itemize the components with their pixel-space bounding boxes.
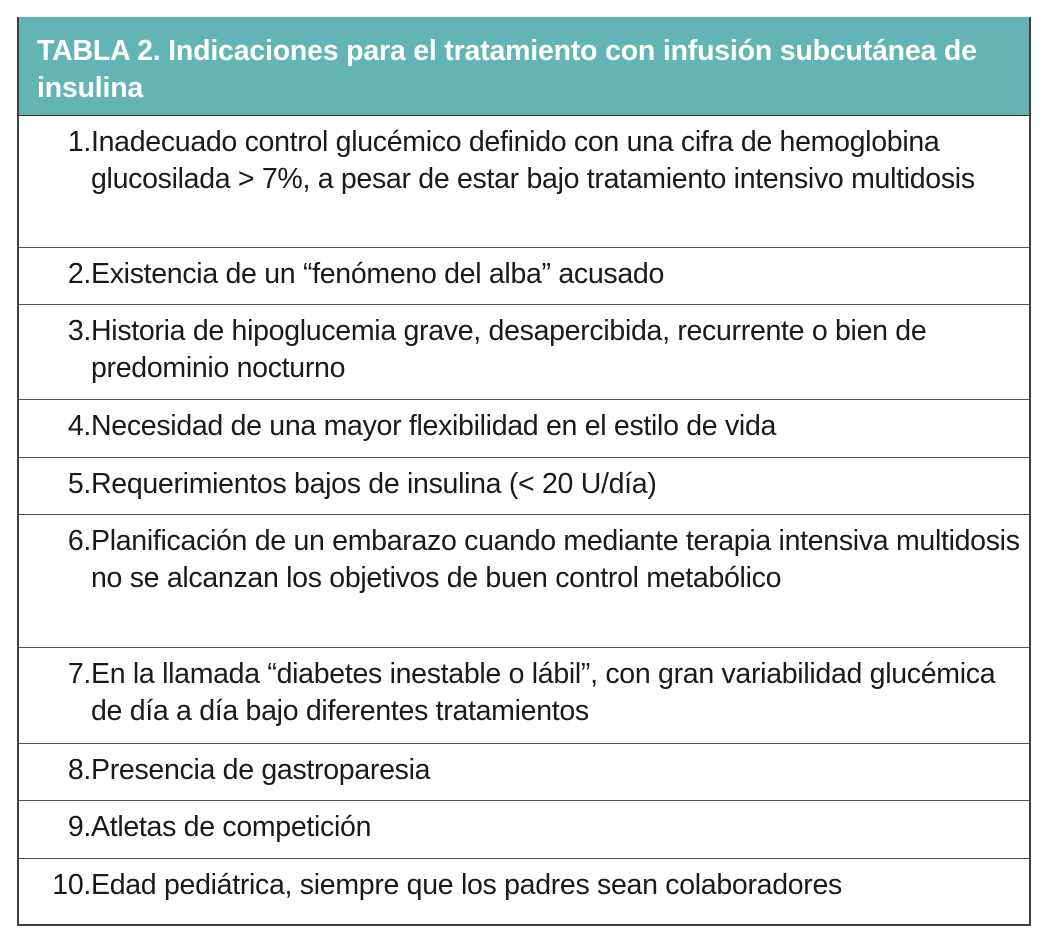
- table-row: [19, 116, 1029, 248]
- item-number: 8.: [67, 754, 91, 786]
- table-row: [19, 400, 1029, 458]
- table-row: [19, 305, 1029, 400]
- table-row: [19, 458, 1029, 515]
- item-number: 10.: [52, 869, 91, 901]
- item-number: 2.: [67, 258, 91, 290]
- table-body: [19, 116, 1029, 924]
- table-row: [19, 515, 1029, 648]
- table-row: [19, 744, 1029, 801]
- item-text: Planificación de un embarazo cuando mediante terapia intensiva multidosis no se alcanzan los objetivos de buen control metabólico: [91, 525, 1020, 594]
- table-row: [19, 801, 1029, 859]
- item-text: Edad pediátrica, siempre que los padres sean colaboradores: [91, 869, 842, 901]
- item-number: 5.: [67, 468, 91, 500]
- table-row: [19, 859, 1029, 922]
- item-text: En la llamada “diabetes inestable o lábil”, con gran variabilidad glucémica de día a día bajo diferentes tratamientos: [91, 658, 996, 727]
- indications-table: [17, 17, 1031, 926]
- table-title: TABLA 2. Indicaciones para el tratamiento con infusión subcutánea de insulina: [19, 17, 1029, 116]
- item-text: Presencia de gastroparesia: [91, 754, 431, 786]
- item-number: 9.: [67, 811, 91, 843]
- item-text: Inadecuado control glucémico definido con una cifra de hemoglobina glucosilada > 7%, a pesar de estar bajo tratamiento intensivo multidosis: [91, 126, 975, 195]
- item-text: Requerimientos bajos de insulina (< 20 U/día): [91, 468, 657, 500]
- item-number: 7.: [67, 658, 91, 690]
- table-row: [19, 248, 1029, 305]
- item-text: Existencia de un “fenómeno del alba” acusado: [91, 258, 665, 290]
- item-text: Atletas de competición: [91, 811, 372, 843]
- item-text: Historia de hipoglucemia grave, desapercibida, recurrente o bien de predominio nocturno: [91, 315, 927, 384]
- item-text: Necesidad de una mayor flexibilidad en el estilo de vida: [91, 410, 777, 442]
- item-number: 3.: [67, 315, 91, 347]
- item-number: 1.: [67, 126, 91, 158]
- item-number: 6.: [67, 525, 91, 557]
- table-row: [19, 648, 1029, 744]
- item-number: 4.: [67, 410, 91, 442]
